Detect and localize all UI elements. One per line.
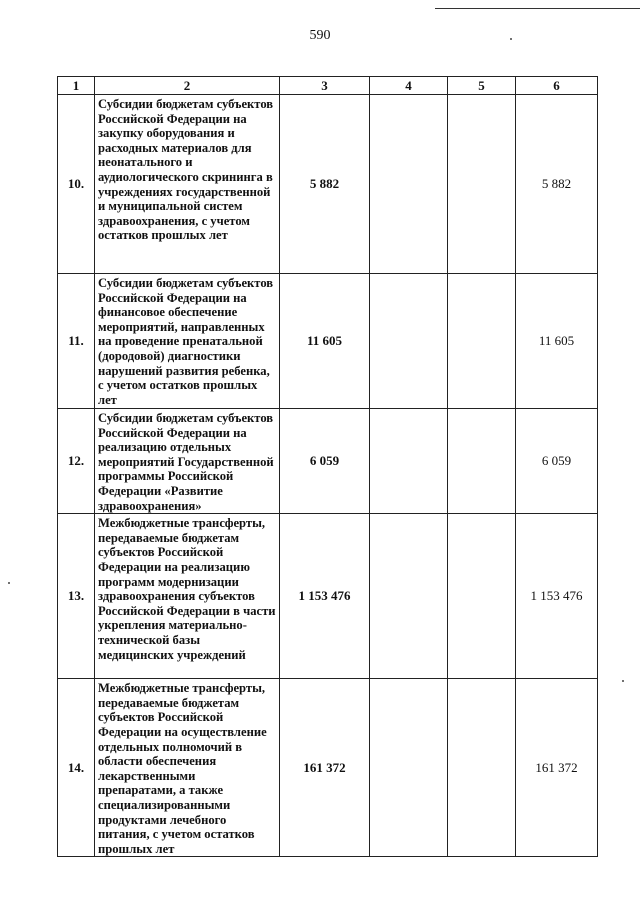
top-rule bbox=[435, 8, 640, 9]
row-value-col4 bbox=[370, 679, 448, 857]
row-value-col4 bbox=[370, 95, 448, 274]
row-description: Субсидии бюджетам субъектов Российской Федерации на закупку оборудования и расходных материалов для неонатального и аудиологического скрининга в учреждениях государственной и муниципальной систем здравоохранения, с учетом остатков прошлых лет bbox=[95, 95, 280, 274]
budget-table bbox=[57, 76, 598, 857]
table-row bbox=[58, 409, 598, 514]
row-number: 10. bbox=[58, 95, 95, 274]
row-value-col6: 6 059 bbox=[516, 409, 598, 514]
page-number: 590 bbox=[309, 28, 331, 43]
scan-speck bbox=[8, 582, 10, 584]
row-number: 11. bbox=[58, 274, 95, 409]
scan-speck bbox=[510, 38, 512, 40]
row-value-col4 bbox=[370, 409, 448, 514]
row-description: Субсидии бюджетам субъектов Российской Федерации на реализацию отдельных мероприятий Государственной программы Российской Федерации «Развитие здравоохранения» bbox=[95, 409, 280, 514]
row-number: 13. bbox=[58, 514, 95, 679]
row-description: Межбюджетные трансферты, передаваемые бюджетам субъектов Российской Федерации на осуществление отдельных полномочий в области обеспечения лекарственными препаратами, а также специализированными продуктами лечебного питания, с учетом остатков прошлых лет bbox=[95, 679, 280, 857]
row-value-col6: 1 153 476 bbox=[516, 514, 598, 679]
row-value-col6: 161 372 bbox=[516, 679, 598, 857]
row-description: Межбюджетные трансферты, передаваемые бюджетам субъектов Российской Федерации на реализацию программ модернизации здравоохранения субъектов Российской Федерации в части укрепления материально-технической базы медицинских учреждений bbox=[95, 514, 280, 679]
row-value-col3: 6 059 bbox=[280, 409, 370, 514]
table-row bbox=[58, 679, 598, 857]
row-number: 14. bbox=[58, 679, 95, 857]
table-header-row bbox=[58, 77, 598, 95]
column-header: 6 bbox=[516, 77, 598, 95]
row-value-col3: 11 605 bbox=[280, 274, 370, 409]
row-value-col3: 161 372 bbox=[280, 679, 370, 857]
table-row bbox=[58, 274, 598, 409]
column-header: 3 bbox=[280, 77, 370, 95]
column-header: 1 bbox=[58, 77, 95, 95]
table-row bbox=[58, 514, 598, 679]
scan-speck bbox=[622, 680, 624, 682]
row-value-col5 bbox=[448, 274, 516, 409]
row-value-col6: 11 605 bbox=[516, 274, 598, 409]
column-header: 2 bbox=[95, 77, 280, 95]
row-value-col5 bbox=[448, 95, 516, 274]
row-value-col3: 1 153 476 bbox=[280, 514, 370, 679]
row-value-col5 bbox=[448, 514, 516, 679]
row-value-col5 bbox=[448, 679, 516, 857]
row-value-col4 bbox=[370, 514, 448, 679]
row-value-col3: 5 882 bbox=[280, 95, 370, 274]
row-value-col6: 5 882 bbox=[516, 95, 598, 274]
column-header: 5 bbox=[448, 77, 516, 95]
table-row bbox=[58, 95, 598, 274]
column-header: 4 bbox=[370, 77, 448, 95]
row-value-col5 bbox=[448, 409, 516, 514]
row-description: Субсидии бюджетам субъектов Российской Федерации на финансовое обеспечение мероприятий, направленных на проведение пренатальной (дородовой) диагностики нарушений развития ребенка, с учетом остатков прошлых лет bbox=[95, 274, 280, 409]
row-number: 12. bbox=[58, 409, 95, 514]
row-value-col4 bbox=[370, 274, 448, 409]
